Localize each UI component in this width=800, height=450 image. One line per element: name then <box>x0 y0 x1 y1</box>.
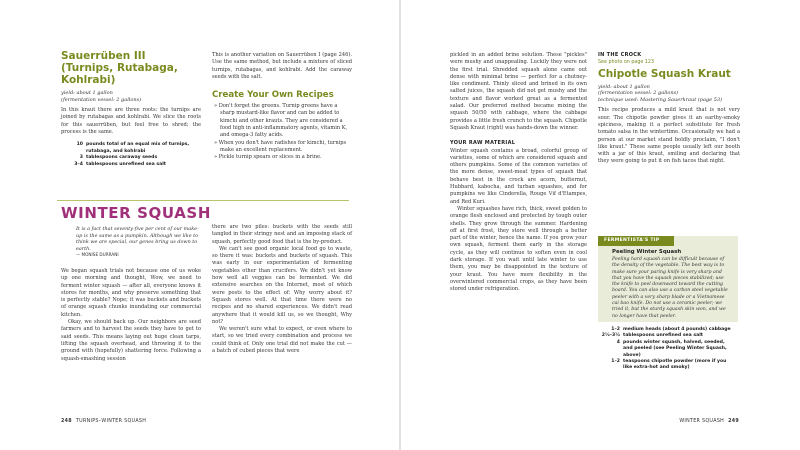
recipe-vessel: (fermentation vessel: 2 gallons) <box>61 96 142 103</box>
body-column-1 <box>61 268 201 363</box>
recipe-title: Sauerrüben III (Turnips, Rutabaga, Kohlrabi) <box>61 50 178 86</box>
variations-title: Create Your Own Recipes <box>212 90 334 101</box>
body-column-3 <box>450 52 587 294</box>
fermentista-tip-box <box>598 236 738 322</box>
running-footer: WINTER SQUASH <box>679 419 725 424</box>
tip-title: Peeling Winter Squash <box>612 249 682 255</box>
body-paragraph: Okay, we should back up. Our neighbors are seed farmers and to harvest the seeds they have to get to said seeds. This means laying out huge clean tarps, lifting the squash overhead, and throwing it to the ground with (hopefully) shattering force. Following a squash-smashing session <box>61 319 201 362</box>
body-paragraph: We began squash trials not because one of us woke up one morning and thought, Wow, we need to ferment winter squash — after all, everyone knows it stores for months, and why preserve something that is perfectly stable? Nope; it was buckets and buckets of orange squash chunks inundating our commercial kitchen. <box>61 268 201 318</box>
method-column <box>212 52 352 162</box>
photo-reference[interactable]: See photo on page 123 <box>598 60 654 66</box>
epigraph-quote <box>76 226 200 259</box>
chipotle-recipe <box>598 52 740 166</box>
recipe-yield: yield: about 1 gallon <box>61 90 113 96</box>
recipe-method: This is another variation on Sauerrüben I (page 246). Use the same method, but include a mixture of sliced turnips, rutabagas, and kohlrabi. Add the caraway seeds with the salt. <box>212 52 352 80</box>
tip-label: FERMENTISTA'S TIP <box>598 236 674 246</box>
page-number: 249 <box>728 419 739 424</box>
running-footer: TURNIPS–WINTER SQUASH <box>75 419 147 424</box>
ingredient-item: 2½–3½ tablespoons unrefined sea salt <box>601 333 703 339</box>
page-number: 248 <box>61 419 72 424</box>
body-paragraph: pickled in an added brine solution. These "pickles" were mushy and unappealing. Luckily they were not the first trial. Shredded squash alone came out dense with minimal brine — perfect for a chutney-like condiment. Thinly sliced and brined in its own salted juices, the squash did not get mushy and the texture and flavor worked great as a fermented salad. Our preferred method became mixing the squash 50/50 with cabbage, where the cabbage provides a little fresh crunch to the squash. Chipotle Squash Kraut (right) was hands-down the winner. <box>450 52 587 131</box>
recipe-technique: technique used: Mastering Sauerkraut (page 53) <box>598 96 723 103</box>
ingredient-item-cont: like extra-hot and smoky) <box>623 365 690 371</box>
ingredient-item: 10 pounds total of an equal mix of turnips, <box>76 142 190 148</box>
recipe-intro: In this kraut there are three roots: the turnips are joined by rutabagas and kohlrabi. We slice the roots for this sauerrüben, but feel free to shred; the process is the same. <box>61 107 201 136</box>
body-paragraph: Winter squash contains a broad, colorful group of varieties, some of which are considered squash and others pumpkins. Some of the common varieties of the more dense, sweet-meat types of squash that behave best in the crock are acorn, butternut, Hubbard, kabocha, and turban squashes, and for pumpkins we like Cinderella, Rouge Vif d'Etampes, and Red Kuri. <box>450 147 587 205</box>
body-paragraph: We weren't sure what to expect, or even where to start, so we tried every combination and process we could think of. Only one trial did not make the cut — a batch of cubed pieces that were <box>212 326 352 355</box>
body-paragraph: Winter squashes have rich, thick, sweet golden to orange flesh enclosed and protected by tough outer shells. They grow through the summer. Hardening off at first frost, they store well through a better part of the winter, hence the name. If you grow your own squash, ferment them early in the storage cycle, as they will continue to soften even in cool dark storage. If you wait until late winter to use them, you may be disappointed in the texture of your kraut. You have more flexibility in the overwintered commercial crops, as they have been stored under refrigeration. <box>450 205 587 293</box>
ingredient-item: 1–2 teaspoons chipotle powder (more if you <box>611 359 727 365</box>
ingredient-item: 1–2 medium heads (about 4 pounds) cabbage <box>611 327 731 332</box>
section-title: WINTER SQUASH <box>61 204 211 222</box>
body-column-2 <box>212 224 352 355</box>
quote-attribution: — MONISE DURRANI <box>76 252 119 258</box>
body-paragraph: We can't see good organic local food go to waste, so there it was: buckets and buckets of squash. This was early in our experimentation of fermenting vegetables other than crucifers. We didn't yet know how well all veggies can be fermented. We did extensive searches on the Internet, most of which were posts to the effect of: Why worry about it? Squash stores well. At that time there were no recipes and no shared experiences. We didn't read anywhere that it would kill us, so we thought, Why not? <box>212 245 352 325</box>
ingredient-item-cont: and peeled (see Peeling Winter Squash, above) <box>623 346 727 358</box>
ingredient-item: 4 pounds winter squash, halved, seeded, <box>616 339 725 345</box>
recipe-title: Chipotle Squash Kraut <box>598 67 731 80</box>
ingredient-item: 3–4 tablespoons unrefined sea salt <box>74 161 166 167</box>
variation-item: » When you don't have radishes for kimchi, turnips make an excellent replacement. <box>214 139 347 153</box>
variation-item: » Pickle turnip spears or slices in a brine. <box>214 154 322 161</box>
recipe-intro: This recipe produces a mild kraut that is not very sour. The chipotle powder gives it an earthy-smoky spiciness, making it a perfect substitute for fresh tomato salsa in the wintertime. Occasionally we had a person at our market stand boldly proclaim, "I don't like kraut." These same people usually left our booth with a jar of this kraut, smiling and declaring that they were going to put it on fish tacos that night. <box>598 107 740 165</box>
crock-label: IN THE CROCK <box>598 52 642 58</box>
variations-list <box>212 103 352 161</box>
recipe-vessel: (fermentation vessel: 2 gallons) <box>598 90 679 97</box>
body-paragraph: there are two piles: buckets with the seeds still tangled in their stringy nest and an imposing stack of squash, perfectly good food that is the by-product. <box>212 224 352 245</box>
ingredient-list <box>61 142 201 168</box>
raw-material-title: YOUR RAW MATERIAL <box>450 140 516 147</box>
right-footer <box>679 419 739 424</box>
ingredient-item: 3 tablespoons caraway seeds <box>79 155 158 161</box>
variation-item: » Don't forget the greens. Turnip greens have a sharp mustard-like flavor and can be added to kimchi and other krauts. They are considered a food high in anti-inflammatory agents, vitamin K, and omega-3 fatty acids. <box>214 103 348 139</box>
ingredient-list <box>598 327 740 372</box>
ingredient-item-cont: rutabaga, and kohlrabi <box>86 148 146 154</box>
tip-text: Peeling hard squash can be difficult because of the density of the vegetable. The best way is to make sure your paring knife is very sharp and that you have the squash pieces stabilized; use the knife to peel downward toward the cutting board. You can also use a carbon steel vegetable peeler with a very sharp blade or a Vietnamese cai bao knife. Do not use a ceramic peeler; we tried it, but the sturdy squash skin won, and we no longer have that peeler. <box>612 257 728 319</box>
left-footer <box>61 419 146 424</box>
section-rule <box>57 200 349 201</box>
sauerruben-recipe <box>61 50 201 168</box>
recipe-yield: yield: about 1 gallon <box>598 83 650 90</box>
quote-text: It is a fact that seventy-five per cent of our make-up is the same as a pumpkin. Although we like to think we are special, our genes bring us down to earth. <box>76 226 199 252</box>
